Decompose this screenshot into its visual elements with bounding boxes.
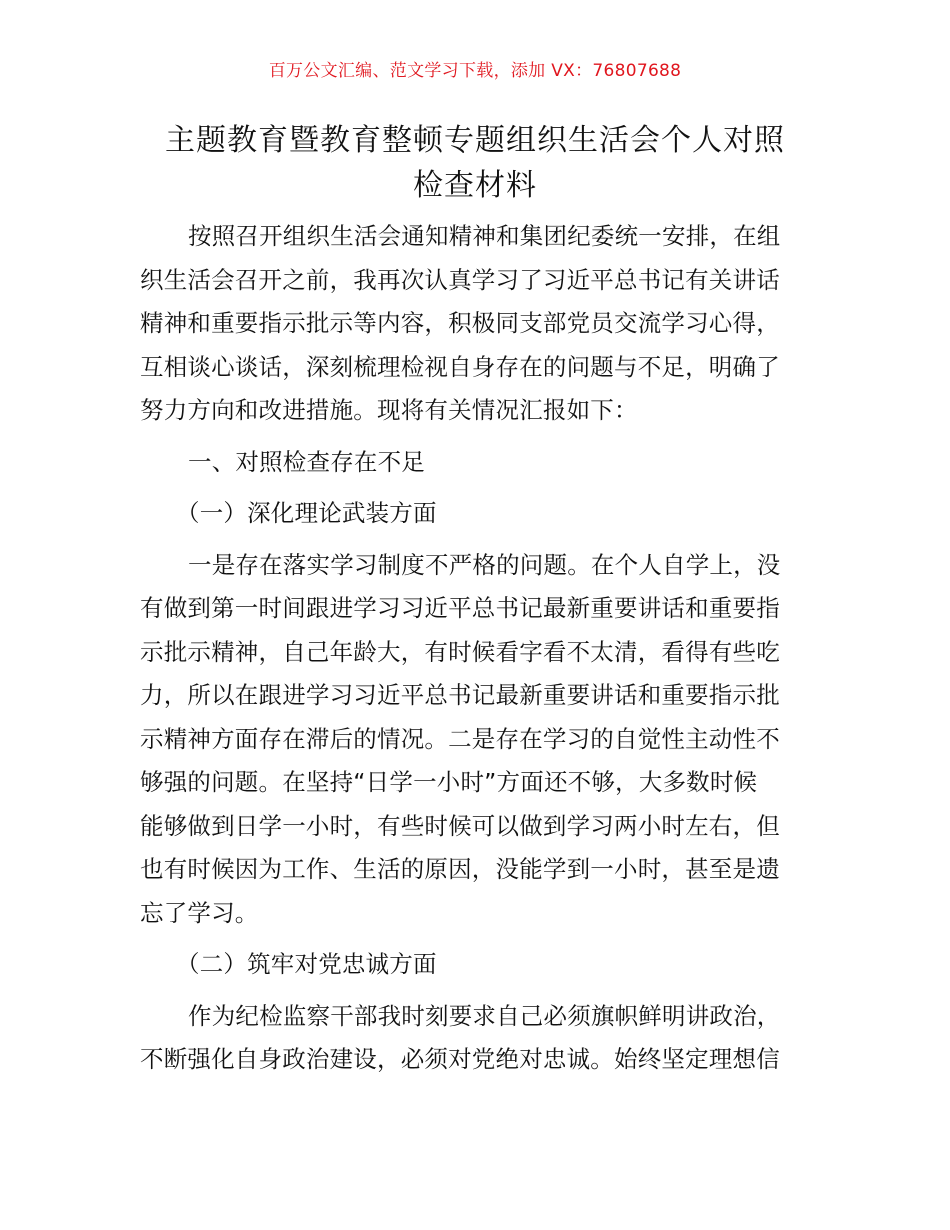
- loyalty-paragraph: [140, 995, 812, 1082]
- text-line: 按照召开组织生活会通知精神和集团纪委统一安排，在组: [188, 222, 781, 250]
- document-title-line-2: 检查材料: [413, 168, 537, 203]
- text-line: 不断强化自身政治建设，必须对党绝对忠诚。始终坚定理想信: [140, 1045, 780, 1073]
- section-heading-1: 一、对照检查存在不足: [188, 447, 425, 476]
- text-line: 能够做到日学一小时，有些时候可以做到学习两小时左右，但: [140, 811, 780, 840]
- intro-paragraph: [140, 215, 812, 433]
- text-line: 忘了学习。: [140, 898, 259, 927]
- document-body: [140, 215, 812, 1082]
- text-line: 示精神方面存在滞后的情况。二是存在学习的自觉性主动性不: [140, 724, 780, 753]
- text-line: 有做到第一时间跟进学习习近平总书记最新重要讲话和重要指: [140, 594, 780, 622]
- text-line: 精神和重要指示批示等内容，积极同支部党员交流学习心得，: [140, 309, 780, 337]
- text-line: 互相谈心谈话，深刻梳理检视自身存在的问题与不足，明确了: [140, 352, 780, 381]
- text-line: 织生活会召开之前，我再次认真学习了习近平总书记有关讲话: [140, 265, 780, 294]
- theory-paragraph: [140, 544, 812, 936]
- document-title-line-1: 主题教育暨教育整顿专题组织生活会个人对照: [165, 123, 785, 158]
- text-line: 示批示精神，自己年龄大，有时候看字看不太清，看得有些吃: [140, 637, 780, 666]
- text-line: 作为纪检监察干部我时刻要求自己必须旗帜鲜明讲政治，: [188, 1001, 781, 1030]
- subsection-heading-1: （一）深化理论武装方面: [176, 499, 437, 527]
- text-line: 也有时候因为工作、生活的原因，没能学到一小时，甚至是遗: [140, 855, 780, 883]
- text-line: 努力方向和改进措施。现将有关情况汇报如下：: [140, 396, 638, 424]
- subsection-heading-2: （二）筑牢对党忠诚方面: [176, 950, 437, 978]
- text-line: 力，所以在跟进学习习近平总书记最新重要讲话和重要指示批: [140, 681, 780, 709]
- text-line: 一是存在落实学习制度不严格的问题。在个人自学上，没: [188, 550, 781, 579]
- watermark-header: 百万公文汇编、范文学习下载，添加 VX：76807688: [268, 61, 682, 81]
- text-line: 够强的问题。在坚持“日学一小时”方面还不够，大多数时候: [140, 768, 758, 796]
